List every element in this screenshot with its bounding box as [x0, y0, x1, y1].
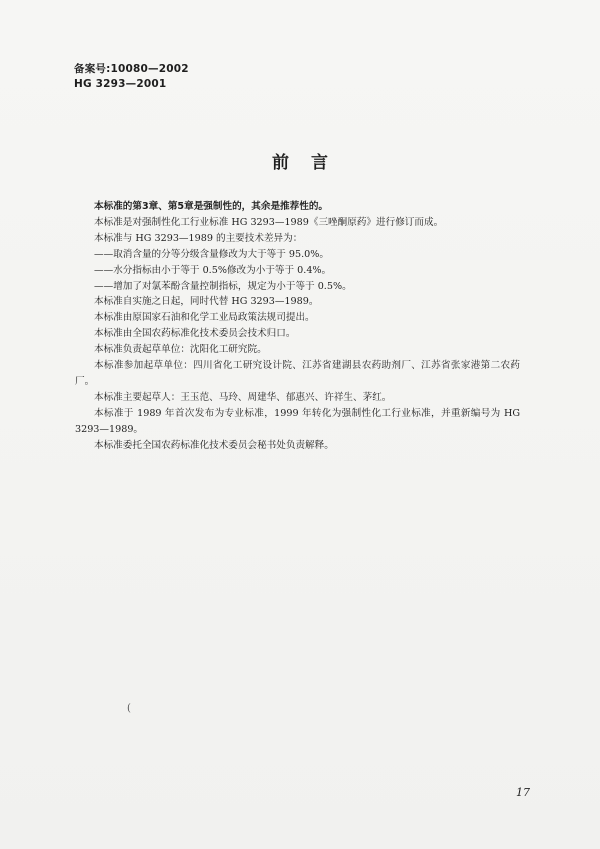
difference-item-moisture: ——水分指标由小于等于 0.5%修改为小于等于 0.4%。 — [94, 264, 332, 276]
paragraph-participating-units: 本标准参加起草单位：四川省化工研究设计院、江苏省建湖县农药助剂厂、江苏省张家港第二农药厂。 — [75, 360, 520, 387]
record-number: 备案号:10080—2002 — [74, 63, 189, 75]
paragraph-history: 本标准于 1989 年首次发布为专业标准，1999 年转化为强制性化工行业标准，并重新编号为 HG 3293—1989。 — [75, 407, 520, 435]
paragraph-proposed-by: 本标准由原国家石油和化学工业局政策法规司提出。 — [94, 312, 315, 324]
paragraph-replaces: 本标准自实施之日起，同时代替 HG 3293—1989。 — [94, 296, 319, 308]
paragraph-mandatory-clauses: 本标准的第3章、第5章是强制性的，其余是推荐性的。 — [94, 201, 329, 212]
standard-code: HG 3293—2001 — [74, 78, 167, 90]
paragraph-drafters: 本标准主要起草人：王玉范、马玲、周建华、郁惠兴、许祥生、茅红。 — [94, 391, 392, 403]
page-number: 17 — [516, 786, 530, 799]
paragraph-differences-intro: 本标准与 HG 3293—1989 的主要技术差异为： — [94, 232, 303, 244]
foreword-body — [75, 199, 520, 454]
difference-item-content: ——取消含量的分等分级含量修改为大于等于 95.0%。 — [94, 248, 329, 260]
paragraph-revision-basis: 本标准是对强制性化工行业标准 HG 3293—1989《三唑酮原药》进行修订而成。 — [94, 216, 444, 228]
difference-item-chlorophenol: ——增加了对氯苯酚含量控制指标，规定为小于等于 0.5%。 — [94, 280, 352, 292]
scan-mark: ( — [127, 703, 131, 714]
page-title-text: 前言 — [272, 153, 350, 173]
paragraph-centralized-by: 本标准由全国农药标准化技术委员会技术归口。 — [94, 328, 296, 340]
paragraph-interpretation: 本标准委托全国农药标准化技术委员会秘书处负责解释。 — [94, 439, 334, 451]
document-header — [74, 62, 189, 92]
page-title — [0, 148, 600, 173]
paragraph-drafting-unit: 本标准负责起草单位：沈阳化工研究院。 — [94, 344, 267, 356]
